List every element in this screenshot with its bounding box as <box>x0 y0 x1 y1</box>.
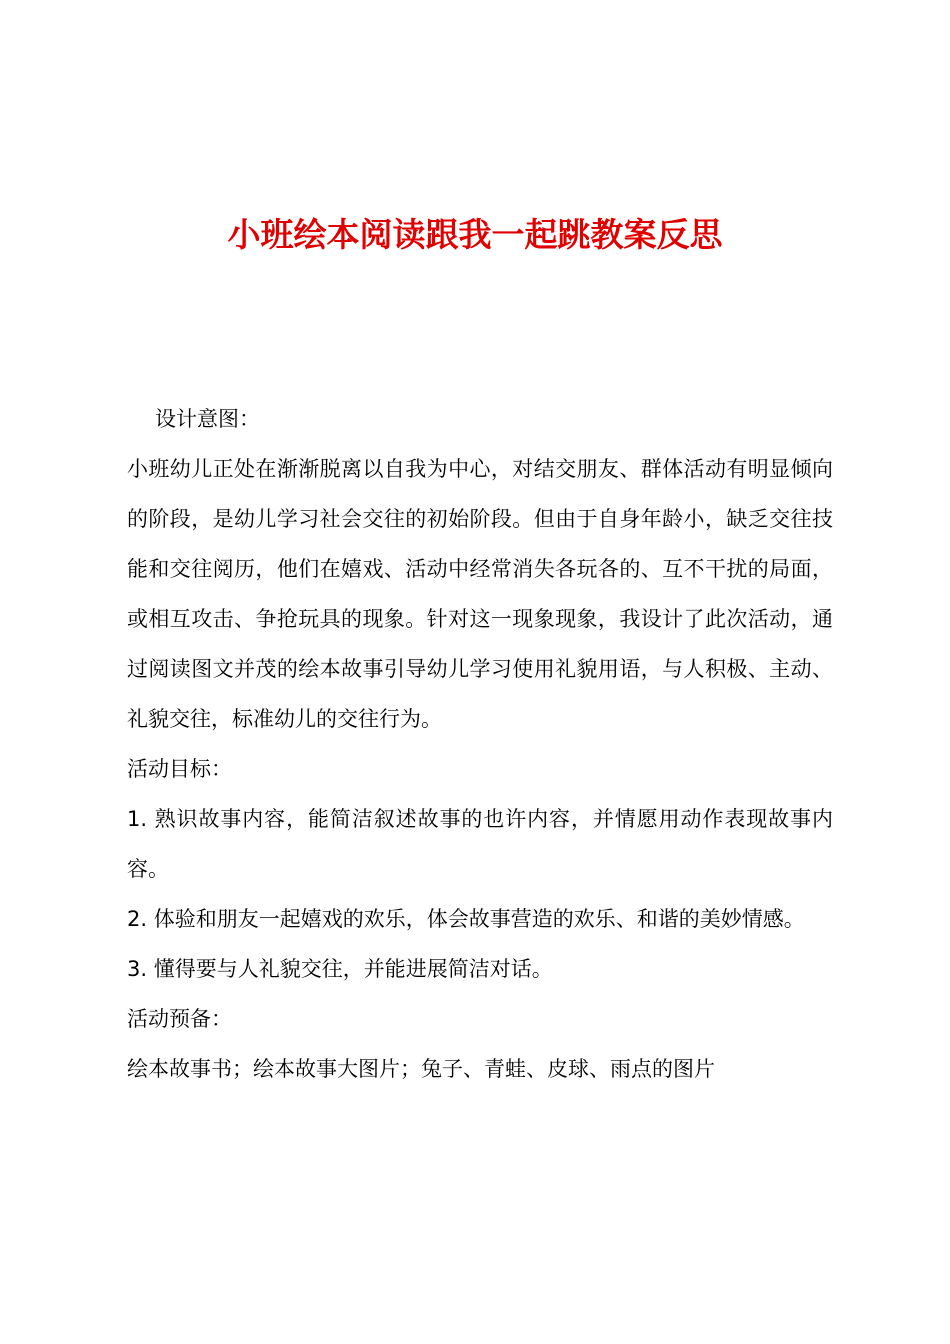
paragraph-design-intent: 小班幼儿正处在渐渐脱离以自我为中心，对结交朋友、群体活动有明显倾向的阶段，是幼儿学习社会交往的初始阶段。但由于自身年龄小，缺乏交往技能和交往阅历，他们在嬉戏、活动中经常消失各玩各的、互不干扰的局面，或相互攻击、争抢玩具的现象。针对这一现象现象，我设计了此次活动，通过阅读图文并茂的绘本故事引导幼儿学习使用礼貌用语，与人积极、主动、礼貌交往，标准幼儿的交往行为。 <box>127 457 833 731</box>
document-body <box>127 394 833 1094</box>
goal-item-2: 2. 体验和朋友一起嬉戏的欢乐，体会故事营造的欢乐、和谐的美妙情感。 <box>127 907 805 931</box>
goal-item-1: 1. 熟识故事内容，能简洁叙述故事的也许内容，并情愿用动作表现故事内容。 <box>127 807 833 881</box>
section-heading-preparation: 活动预备： <box>127 1007 232 1031</box>
document-title: 小班绘本阅读跟我一起跳教案反思 <box>227 215 723 254</box>
paragraph-preparation: 绘本故事书；绘本故事大图片；兔子、青蛙、皮球、雨点的图片 <box>127 1057 715 1081</box>
section-heading-goals: 活动目标： <box>127 757 232 781</box>
section-heading-design-intent: 设计意图： <box>155 407 260 431</box>
goal-item-3: 3. 懂得要与人礼貌交往，并能进展简洁对话。 <box>127 957 553 981</box>
